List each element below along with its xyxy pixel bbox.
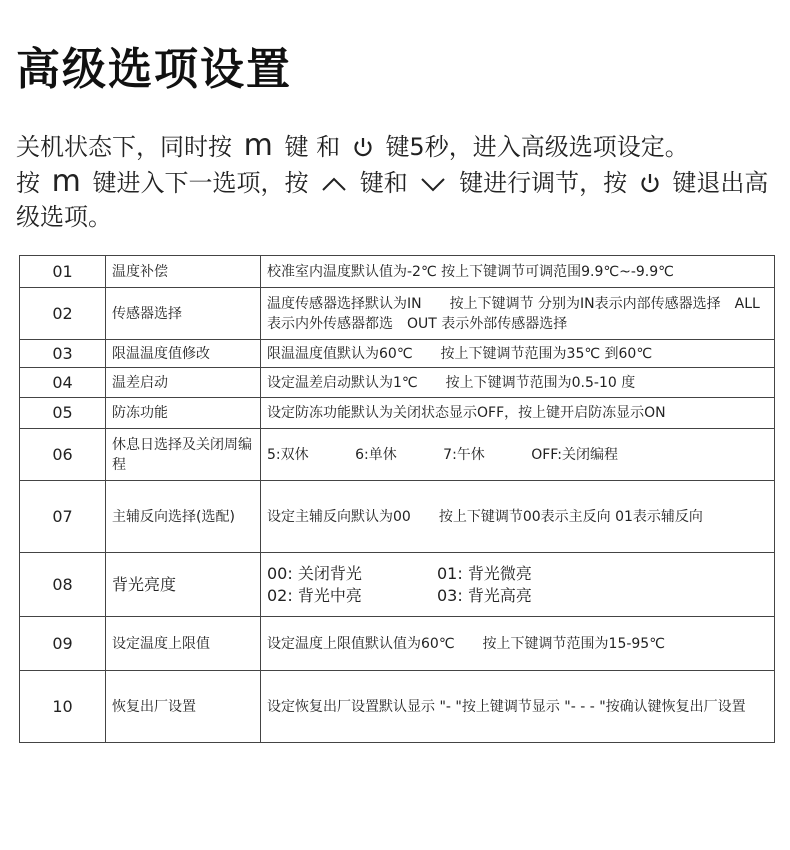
option-description: 设定防冻功能默认为关闭状态显示OFF，按上键开启防冻显示ON	[261, 398, 775, 429]
option-name: 温度补偿	[106, 256, 261, 288]
row-number: 09	[20, 617, 106, 671]
backlight-level: 01: 背光微亮	[437, 563, 532, 583]
instruction-text: 键和	[359, 169, 408, 197]
option-name: 背光亮度	[106, 553, 261, 617]
option-description: 校准室内温度默认值为-2℃ 按上下键调节可调范围9.9℃~-9.9℃	[261, 256, 775, 288]
up-caret-icon	[320, 171, 348, 202]
option-description: 设定温差启动默认为1℃ 按上下键调节范围为0.5-10 度	[261, 368, 775, 398]
option-name: 防冻功能	[106, 398, 261, 429]
option-name: 传感器选择	[106, 288, 261, 340]
m-key-symbol: m	[51, 164, 81, 199]
table-row	[20, 553, 775, 617]
table-row	[20, 368, 775, 398]
rest-day-option: 5:双休	[267, 446, 309, 463]
backlight-level: 02: 背光中亮	[267, 585, 362, 605]
instruction-text: 键进行调节，按	[459, 169, 628, 197]
row-number: 08	[20, 553, 106, 617]
instructions	[16, 130, 776, 233]
instruction-text: 键 和	[284, 133, 341, 161]
instruction-text: 键5秒，进入高级选项设定。	[385, 133, 689, 161]
backlight-levels	[267, 563, 768, 607]
option-name: 恢复出厂设置	[106, 671, 261, 743]
instruction-text: 按	[16, 169, 40, 197]
instruction-text: 关机状态下，同时按	[16, 133, 232, 161]
table-row	[20, 256, 775, 288]
rest-day-option: OFF:关闭编程	[531, 446, 618, 463]
option-name: 设定温度上限值	[106, 617, 261, 671]
rest-day-option: 6:单休	[355, 446, 397, 463]
option-description: 设定温度上限值默认值为60℃ 按上下键调节范围为15-95℃	[261, 617, 775, 671]
table-row	[20, 398, 775, 429]
row-number: 04	[20, 368, 106, 398]
instruction-text: 键退出高	[672, 169, 769, 197]
table-row	[20, 671, 775, 743]
backlight-level: 03: 背光高亮	[437, 585, 532, 605]
table-row	[20, 340, 775, 368]
instruction-text: 键进入下一选项，按	[92, 169, 309, 197]
table-row	[20, 617, 775, 671]
table-row	[20, 429, 775, 481]
instruction-line-1	[16, 130, 776, 166]
row-number: 02	[20, 288, 106, 340]
option-description: 温度传感器选择默认为IN 按上下键调节 分别为IN表示内部传感器选择 ALL 表示内外传感器都选 OUT 表示外部传感器选择	[261, 288, 775, 340]
option-name: 温差启动	[106, 368, 261, 398]
option-description: 限温温度值默认为60℃ 按上下键调节范围为35℃ 到60℃	[261, 340, 775, 368]
option-name: 休息日选择及关闭周编程	[106, 429, 261, 481]
option-description	[261, 553, 775, 617]
table-row	[20, 288, 775, 340]
options-table	[19, 255, 775, 743]
row-number: 06	[20, 429, 106, 481]
m-key-symbol: m	[243, 128, 273, 163]
row-number: 01	[20, 256, 106, 288]
rest-day-option: 7:午休	[443, 446, 485, 463]
power-icon	[639, 171, 661, 202]
row-number: 03	[20, 340, 106, 368]
instruction-line-3: 级选项。	[16, 203, 112, 231]
power-icon	[352, 135, 374, 166]
option-name: 限温温度值修改	[106, 340, 261, 368]
instruction-line-2	[16, 166, 776, 202]
row-number: 07	[20, 481, 106, 553]
backlight-level: 00: 关闭背光	[267, 563, 362, 583]
row-number: 05	[20, 398, 106, 429]
down-caret-icon	[419, 171, 447, 202]
option-description	[261, 429, 775, 481]
option-name: 主辅反向选择(选配)	[106, 481, 261, 553]
rest-day-options	[267, 445, 768, 465]
option-description: 设定主辅反向默认为00 按上下键调节00表示主反向 01表示辅反向	[261, 481, 775, 553]
row-number: 10	[20, 671, 106, 743]
option-description: 设定恢复出厂设置默认显示 "- "按上键调节显示 "- - - "按确认键恢复出厂设置	[261, 671, 775, 743]
table-row	[20, 481, 775, 553]
page-title: 高级选项设置	[16, 44, 292, 95]
